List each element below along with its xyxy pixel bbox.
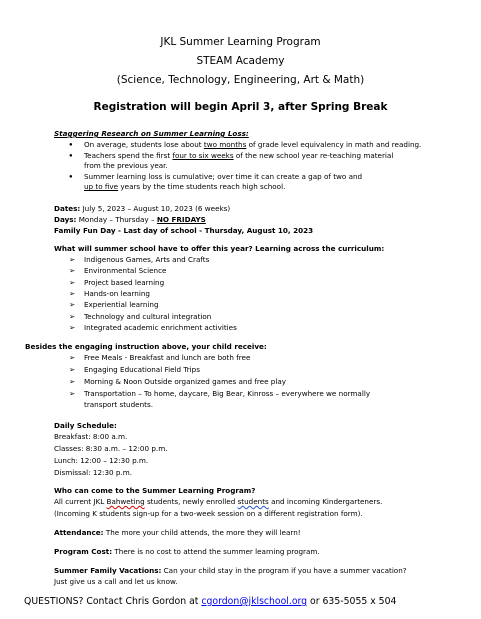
days-label: Days: (54, 215, 77, 224)
text: years by the time students reach high school. (118, 182, 286, 191)
program-title: JKL Summer Learning Program (160, 36, 321, 48)
besides-item: Free Meals - Breakfast and lunch are both free (84, 353, 251, 362)
research-bullet-3-cont (84, 182, 285, 192)
attendance-line (54, 528, 301, 538)
arrow-bullet-icon: ➢ (69, 389, 76, 398)
dates-value: July 5, 2023 – August 10, 2023 (6 weeks) (80, 204, 231, 213)
research-bullet-2 (84, 151, 393, 161)
offer-item: Indigenous Games, Arts and Crafts (84, 255, 210, 264)
footer-text: QUESTIONS? Contact Chris Gordon at (24, 596, 202, 607)
offer-item: Experiential learning (84, 300, 159, 309)
offer-item: Hands-on learning (84, 289, 150, 298)
schedule-title: Daily Schedule: (54, 421, 117, 430)
research-heading (54, 129, 249, 139)
contact-footer (24, 596, 396, 607)
arrow-bullet-icon: ➢ (69, 377, 76, 386)
schedule-dismissal: Dismissal: 12:30 p.m. (54, 468, 133, 477)
text: of the new school year re-teaching material (233, 151, 394, 160)
cost-value: There is no cost to attend the summer learning program. (112, 547, 320, 556)
text-underlined: up to five (84, 182, 119, 191)
text: and incoming Kindergarteners. (268, 497, 383, 506)
who-title: Who can come to the Summer Learning Program? (54, 486, 256, 495)
academy-title: STEAM Academy (196, 55, 285, 67)
arrow-bullet-icon: ➢ (69, 312, 76, 321)
email-link[interactable]: cgordon@jklschool.org (201, 596, 308, 607)
bullet-icon: ● (69, 174, 73, 180)
text-underlined: four to six weeks (172, 151, 234, 160)
research-title: Staggering Research on Summer Learning Loss: (54, 129, 249, 138)
text: students, newly enrolled (144, 497, 238, 506)
text-flagged: Bahweting (106, 497, 145, 506)
family-fun-day: Family Fun Day - Last day of school - Thursday, August 10, 2023 (54, 226, 314, 235)
schedule-lunch: Lunch: 12:00 – 12:30 p.m. (54, 456, 149, 465)
arrow-bullet-icon: ➢ (69, 255, 76, 264)
arrow-bullet-icon: ➢ (69, 278, 76, 287)
offer-item: Technology and cultural integration (84, 312, 212, 321)
attendance-label: Attendance: (54, 528, 104, 537)
text: of grade level equivalency in math and reading. (246, 140, 422, 149)
offer-item: Project based learning (84, 278, 165, 287)
text: On average, students lose about (84, 140, 204, 149)
text-underlined: two months (203, 140, 247, 149)
arrow-bullet-icon: ➢ (69, 323, 76, 332)
dates-line (54, 204, 230, 214)
academy-subtitle: (Science, Technology, Engineering, Art & Math) (116, 74, 365, 86)
arrow-bullet-icon: ➢ (69, 353, 76, 362)
vacations-label: Summer Family Vacations: (54, 566, 162, 575)
arrow-bullet-icon: ➢ (69, 266, 76, 275)
arrow-bullet-icon: ➢ (69, 289, 76, 298)
offer-item: Integrated academic enrichment activities (84, 323, 237, 332)
besides-item: Morning & Noon Outside organized games and free play (84, 377, 287, 386)
schedule-breakfast: Breakfast: 8:00 a.m. (54, 432, 128, 441)
text: All current JKL (54, 497, 107, 506)
who-line-1 (54, 497, 382, 507)
besides-title: Besides the engaging instruction above, your child receive: (25, 342, 267, 351)
offer-item: Environmental Science (84, 266, 167, 275)
arrow-bullet-icon: ➢ (69, 365, 76, 374)
besides-item: Transportation – To home, daycare, Big Bear, Kinross – everywhere we normally (84, 389, 371, 398)
cost-label: Program Cost: (54, 547, 113, 556)
who-line-2: (Incoming K students sign-up for a two-week session on a different registration form). (54, 509, 363, 518)
vacations-value: Can your child stay in the program if you have a summer vacation? (161, 566, 407, 575)
cost-line (54, 547, 320, 557)
research-bullet-2-cont: from the previous year. (84, 161, 168, 170)
attendance-value: The more your child attends, the more they will learn! (103, 528, 301, 537)
arrow-bullet-icon: ➢ (69, 300, 76, 309)
schedule-classes: Classes: 8:30 a.m. – 12:00 p.m. (54, 444, 168, 453)
days-value: Monday – Thursday – (76, 215, 157, 224)
dates-label: Dates: (54, 204, 81, 213)
no-fridays: NO FRIDAYS (156, 215, 206, 224)
vacations-line (54, 566, 407, 576)
bullet-icon: ● (69, 142, 73, 148)
research-bullet-1 (84, 140, 421, 150)
footer-phone: or 635-5055 x 504 (307, 596, 397, 607)
days-line (54, 215, 206, 225)
bullet-icon: ● (69, 153, 73, 159)
text-flagged: students (237, 497, 269, 506)
offer-title: What will summer school have to offer this year? Learning across the curriculum: (54, 244, 385, 253)
besides-item: Engaging Educational Field Trips (84, 365, 200, 374)
text: Teachers spend the first (84, 151, 173, 160)
research-bullet-3: Summer learning loss is cumulative; over time it can create a gap of two and (84, 172, 363, 181)
besides-item-cont: transport students. (84, 400, 154, 409)
registration-notice: Registration will begin April 3, after Spring Break (93, 101, 388, 113)
vacations-cont: Just give us a call and let us know. (54, 577, 178, 586)
